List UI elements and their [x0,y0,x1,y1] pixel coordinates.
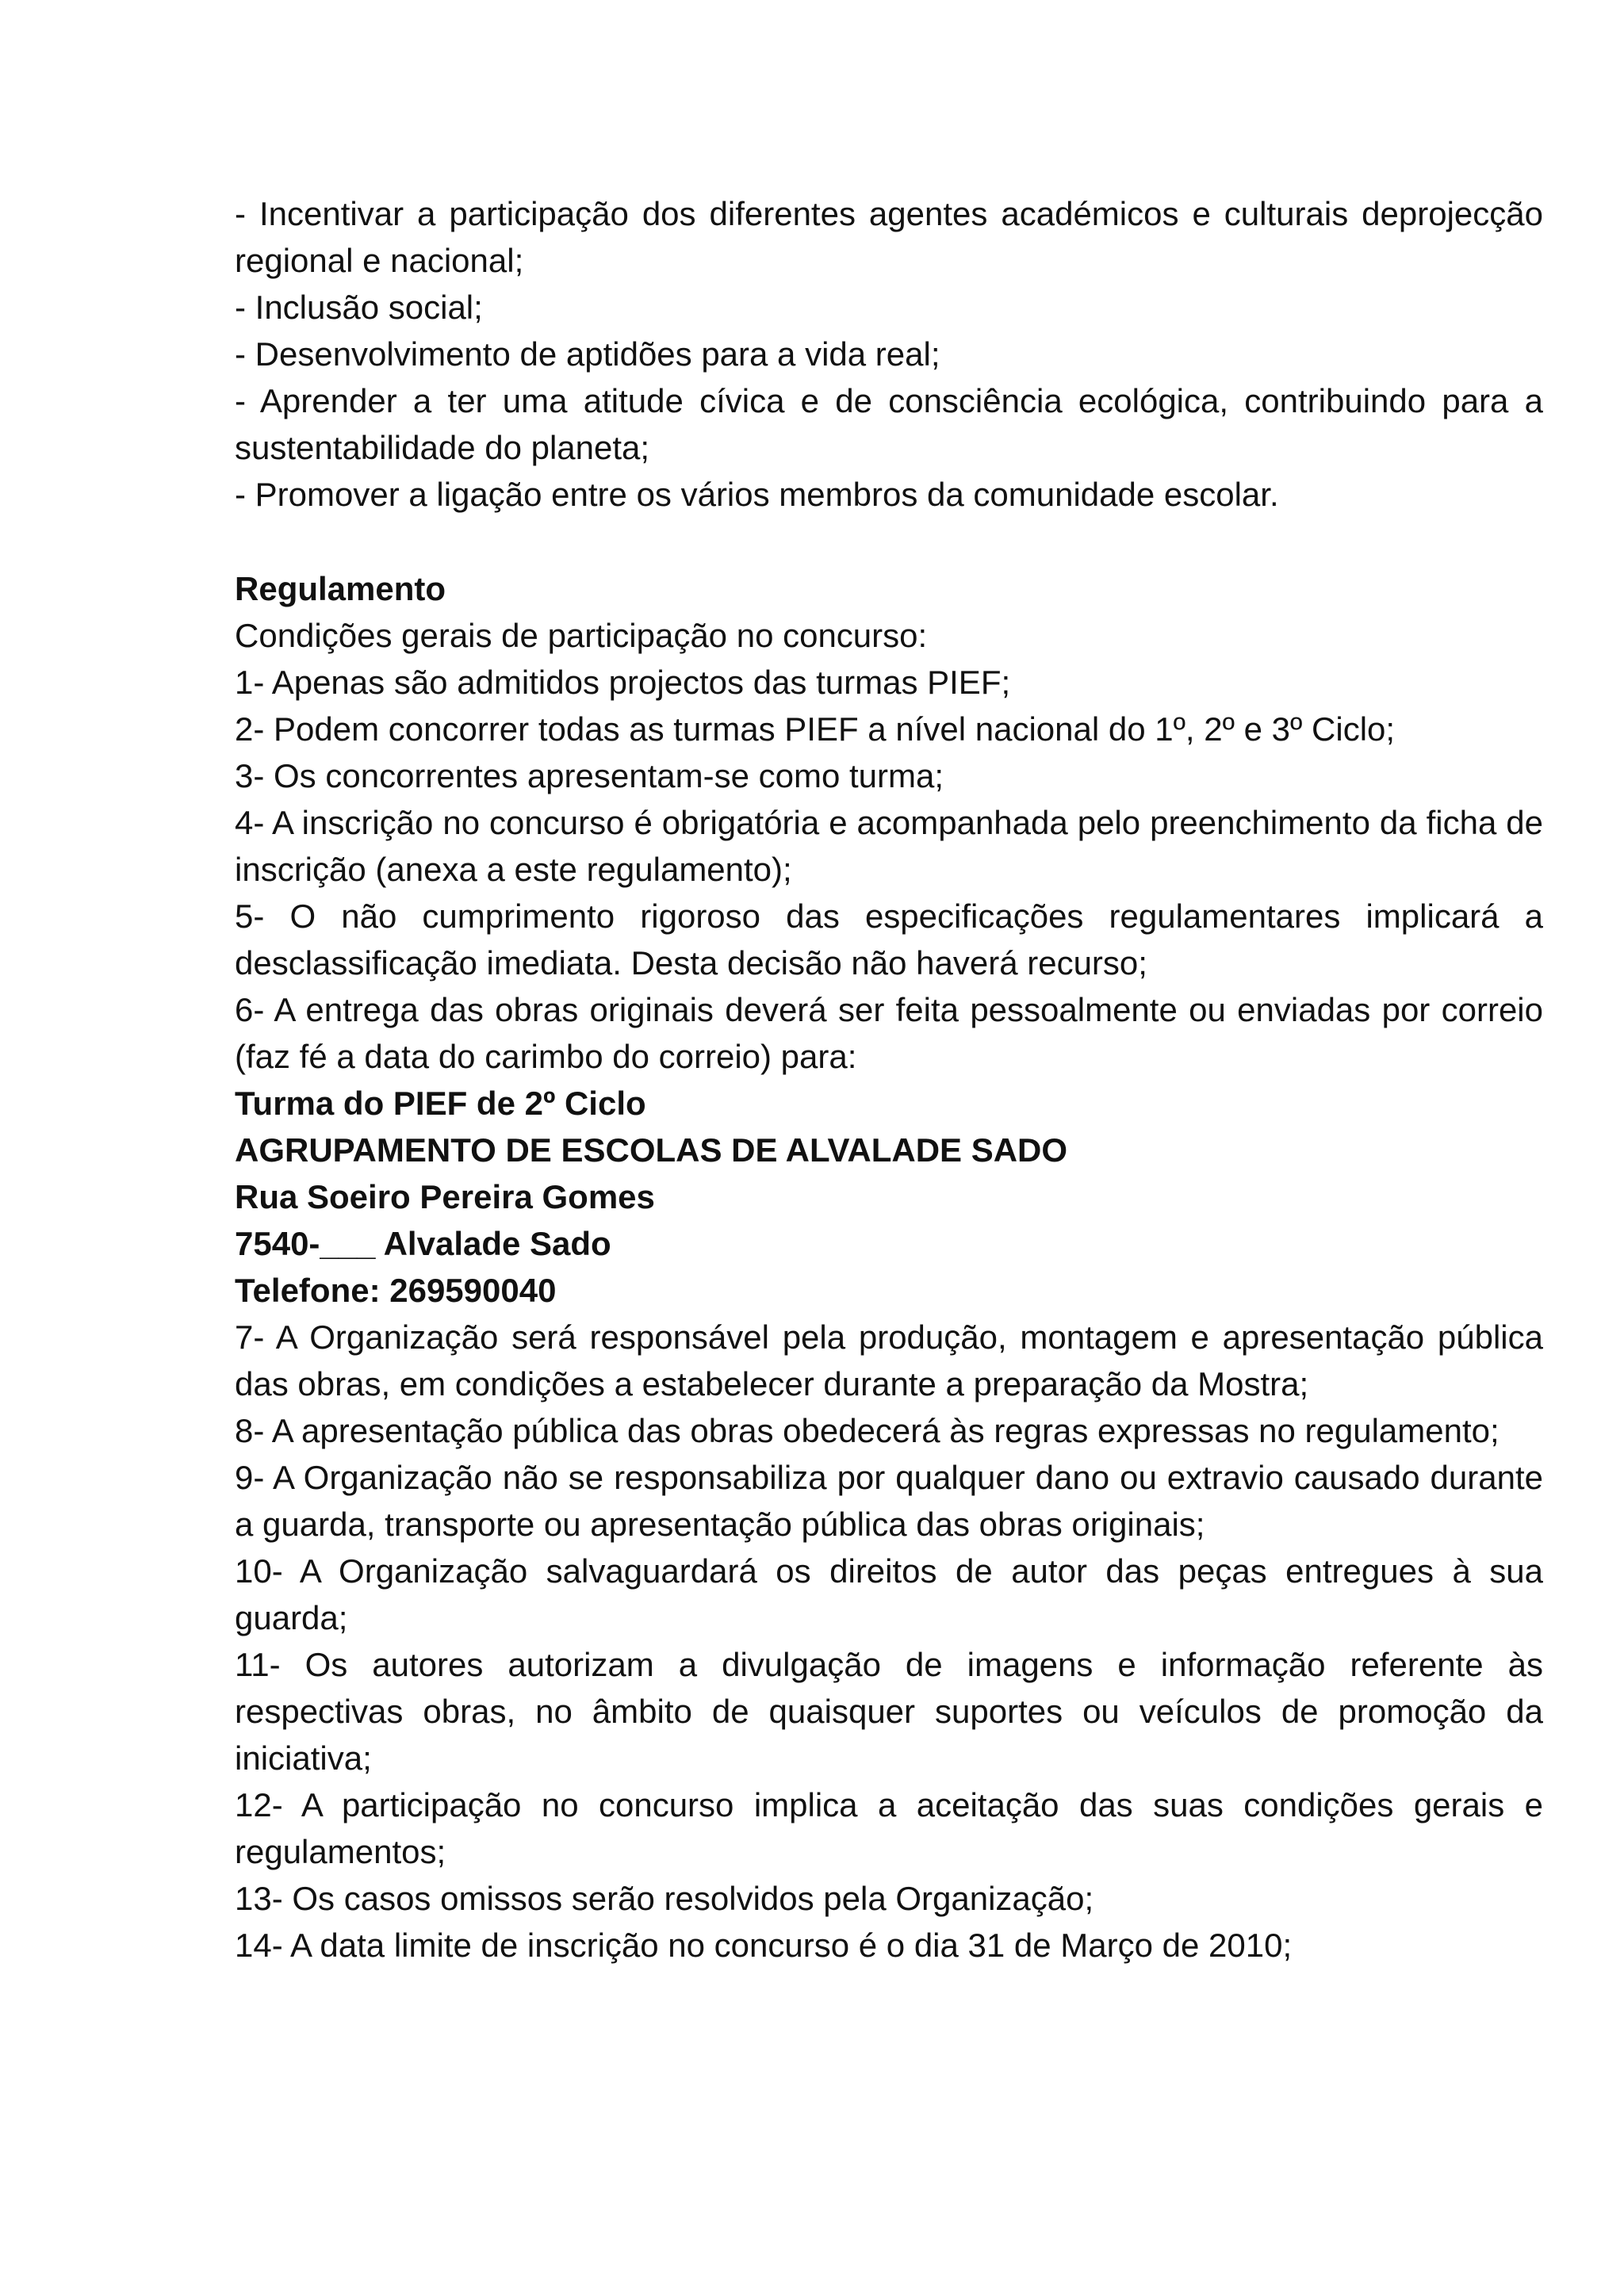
address-line: Turma do PIEF de 2º Ciclo [235,1085,646,1122]
delivery-address [235,1080,1543,1314]
rule-item: 10- A Organização salvaguardará os direitos de autor das peças entregues à sua guarda; [235,1552,1543,1636]
objective-item: - Incentivar a participação dos diferentes agentes académicos e culturais deprojecção regional e nacional; [235,195,1543,279]
rule-item: 2- Podem concorrer todas as turmas PIEF a nível nacional do 1º, 2º e 3º Ciclo; [235,710,1396,748]
regulamento-section [235,565,1543,1969]
section-spacer [235,518,1543,565]
rule-item: 5- O não cumprimento rigoroso das especificações regulamentares implicará a desclassificação imediata. Desta decisão não haverá recurso; [235,897,1543,982]
rule-item: 6- A entrega das obras originais deverá ser feita pessoalmente ou enviadas por correio (faz fé a data do carimbo do correio) para: [235,991,1543,1075]
rule-item: 1- Apenas são admitidos projectos das turmas PIEF; [235,664,1011,701]
address-line: 7540-___ Alvalade Sado [235,1225,611,1262]
objective-item: - Aprender a ter uma atitude cívica e de consciência ecológica, contribuindo para a sustentabilidade do planeta; [235,382,1543,466]
address-line: Rua Soeiro Pereira Gomes [235,1178,655,1215]
rule-item: 14- A data limite de inscrição no concurso é o dia 31 de Março de 2010; [235,1927,1293,1964]
document-page [235,190,1543,1969]
rule-item: 13- Os casos omissos serão resolvidos pela Organização; [235,1880,1094,1917]
rule-item: 12- A participação no concurso implica a aceitação das suas condições gerais e regulamentos; [235,1786,1543,1870]
rule-item: 9- A Organização não se responsabiliza por qualquer dano ou extravio causado durante a guarda, transporte ou apresentação pública das obras originais; [235,1459,1543,1543]
regulamento-heading: Regulamento [235,570,446,607]
regulamento-intro: Condições gerais de participação no concurso: [235,617,928,654]
rule-item: 11- Os autores autorizam a divulgação de imagens e informação referente às respectivas obras, no âmbito de quaisquer suportes ou veículos de promoção da iniciativa; [235,1646,1543,1777]
rule-item: 4- A inscrição no concurso é obrigatória e acompanhada pelo preenchimento da ficha de inscrição (anexa a este regulamento); [235,804,1543,888]
address-phone: Telefone: 269590040 [235,1272,557,1309]
objective-item: - Promover a ligação entre os vários membros da comunidade escolar. [235,476,1279,513]
objectives-list [235,190,1543,518]
rule-item: 7- A Organização será responsável pela produção, montagem e apresentação pública das obras, em condições a estabelecer durante a preparação da Mostra; [235,1318,1543,1402]
objective-item: - Desenvolvimento de aptidões para a vida real; [235,335,940,373]
objective-item: - Inclusão social; [235,289,483,326]
rule-item: 8- A apresentação pública das obras obedecerá às regras expressas no regulamento; [235,1412,1500,1449]
address-line: AGRUPAMENTO DE ESCOLAS DE ALVALADE SADO [235,1131,1068,1169]
rule-item: 3- Os concorrentes apresentam-se como turma; [235,757,944,794]
